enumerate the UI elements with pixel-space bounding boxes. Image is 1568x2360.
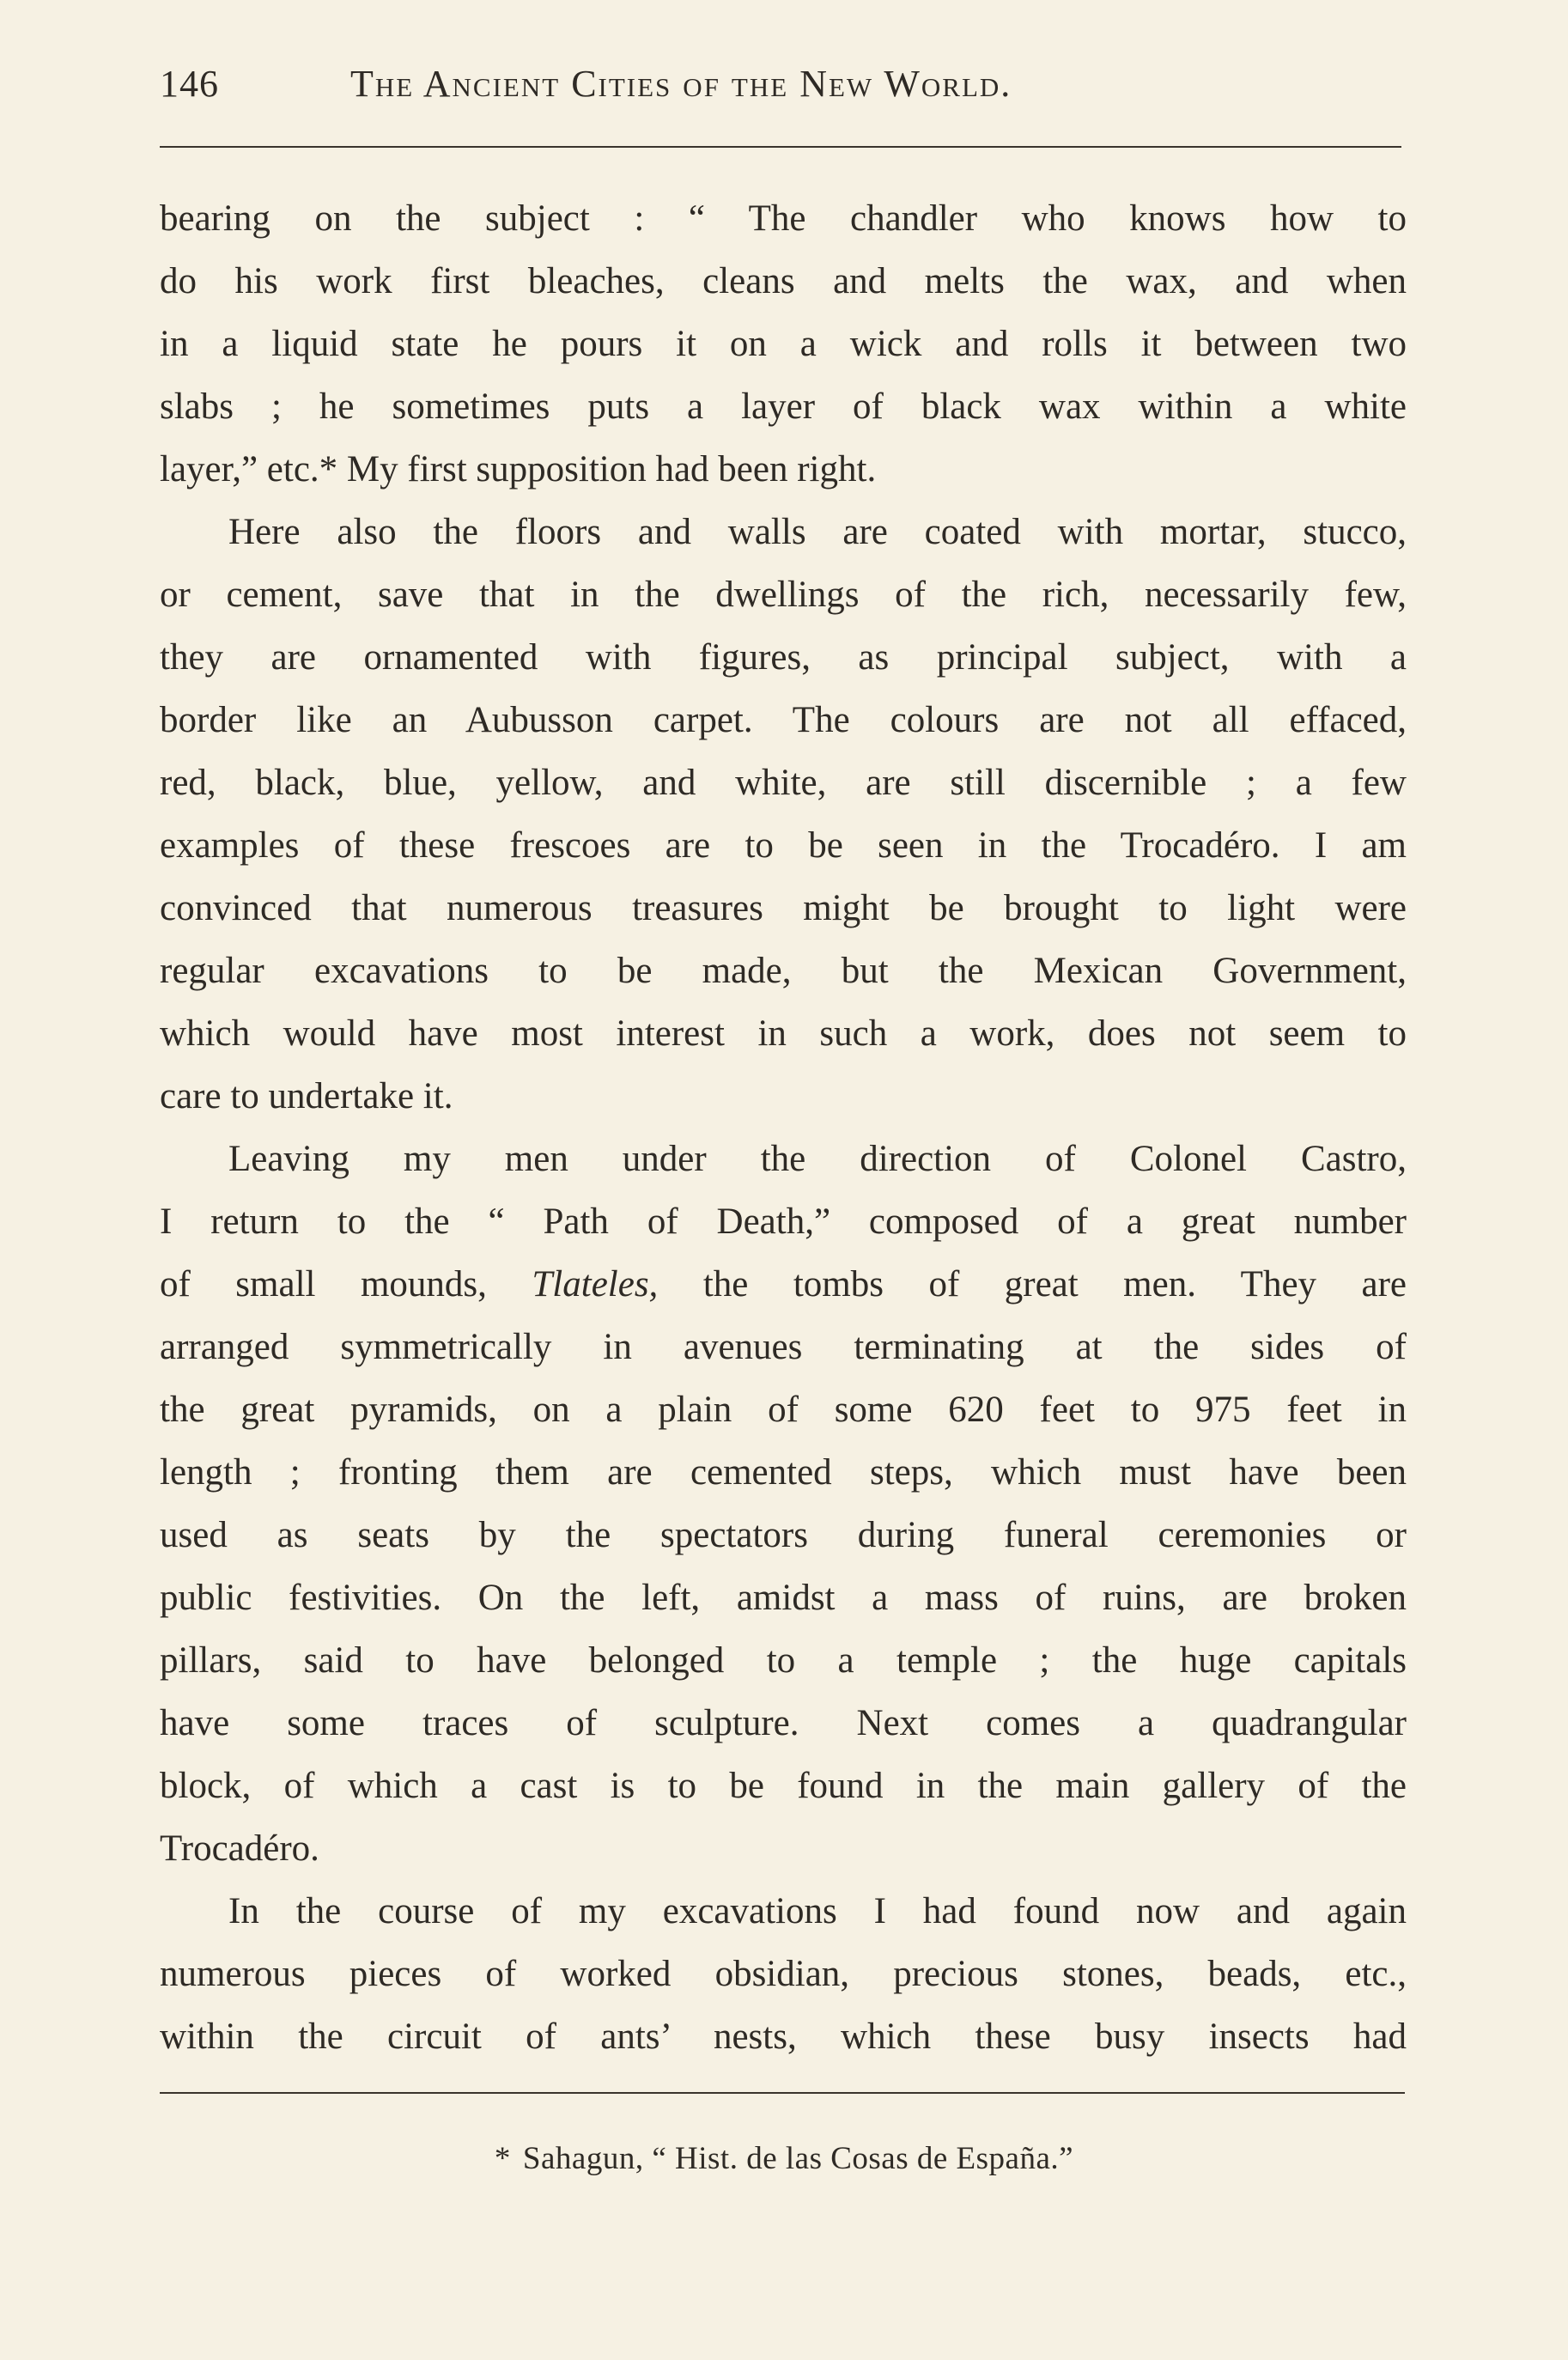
text-line: care to undertake it. [160,1076,453,1116]
text-line: do his work first bleaches, cleans and melts the wax, and when [160,261,1407,301]
text-line: bearing on the subject : “ The chandler who knows how to [160,198,1407,239]
footnote [0,2140,1568,2177]
running-title: The Ancient Cities of the New World. [350,63,1012,105]
text-line: public festivities. On the left, amidst a mass of ruins, are broken [160,1578,1407,1618]
text-line: pillars, said to have belonged to a temple ; the huge capitals [160,1640,1407,1681]
text-line: arranged symmetrically in avenues terminating at the sides of [160,1327,1407,1367]
text-line: examples of these frescoes are to be seen in the Trocadéro. I am [160,825,1407,866]
text-line: Trocadéro. [160,1828,319,1869]
text-line: which would have most interest in such a work, does not seem to [160,1013,1407,1054]
text-line: I return to the “ Path of Death,” composed of a great number [160,1201,1407,1242]
footnote-marker: * [494,2141,511,2176]
footnote-rule [160,2092,1405,2094]
text-line: regular excavations to be made, but the Mexican Government, [160,951,1407,991]
text-line: layer,” etc.* My first supposition had been right. [160,449,877,490]
page-number: 146 [160,63,219,105]
text-line: numerous pieces of worked obsidian, precious stones, beads, etc., [160,1954,1407,1994]
text-line: red, black, blue, yellow, and white, are still discernible ; a few [160,763,1407,803]
text-line-with-italic [160,1253,1407,1316]
text-line: length ; fronting them are cemented steps, which must have been [160,1452,1407,1493]
text-line: slabs ; he sometimes puts a layer of black wax within a white [160,386,1407,427]
running-head [160,62,1405,122]
text-line: within the circuit of ants’ nests, which these busy insects had [160,2016,1407,2057]
text-fragment: of small mounds, [160,1264,487,1305]
text-line: in a liquid state he pours it on a wick and rolls it between two [160,324,1407,364]
footnote-text: Sahagun, “ Hist. de las Cosas de España.” [522,2141,1074,2176]
header-rule [160,146,1401,148]
italic-term: Tlateles, [532,1264,659,1305]
text-line: the great pyramids, on a plain of some 620 feet to 975 feet in [160,1390,1407,1430]
body-text [160,187,1407,2068]
text-line: border like an Aubusson carpet. The colours are not all effaced, [160,700,1407,740]
text-line: In the course of my excavations I had found now and again [228,1891,1407,1931]
text-line: Here also the floors and walls are coated with mortar, stucco, [228,512,1407,552]
text-fragment: the tombs of great men. They are [702,1264,1407,1305]
text-line: convinced that numerous treasures might be brought to light were [160,888,1407,928]
text-line: have some traces of sculpture. Next comes a quadrangular [160,1703,1407,1743]
text-line: or cement, save that in the dwellings of the rich, necessarily few, [160,575,1407,615]
text-line: they are ornamented with figures, as principal subject, with a [160,637,1407,678]
text-line: used as seats by the spectators during funeral ceremonies or [160,1515,1407,1555]
text-line: Leaving my men under the direction of Colonel Castro, [228,1139,1407,1179]
text-line: block, of which a cast is to be found in the main gallery of the [160,1766,1407,1806]
